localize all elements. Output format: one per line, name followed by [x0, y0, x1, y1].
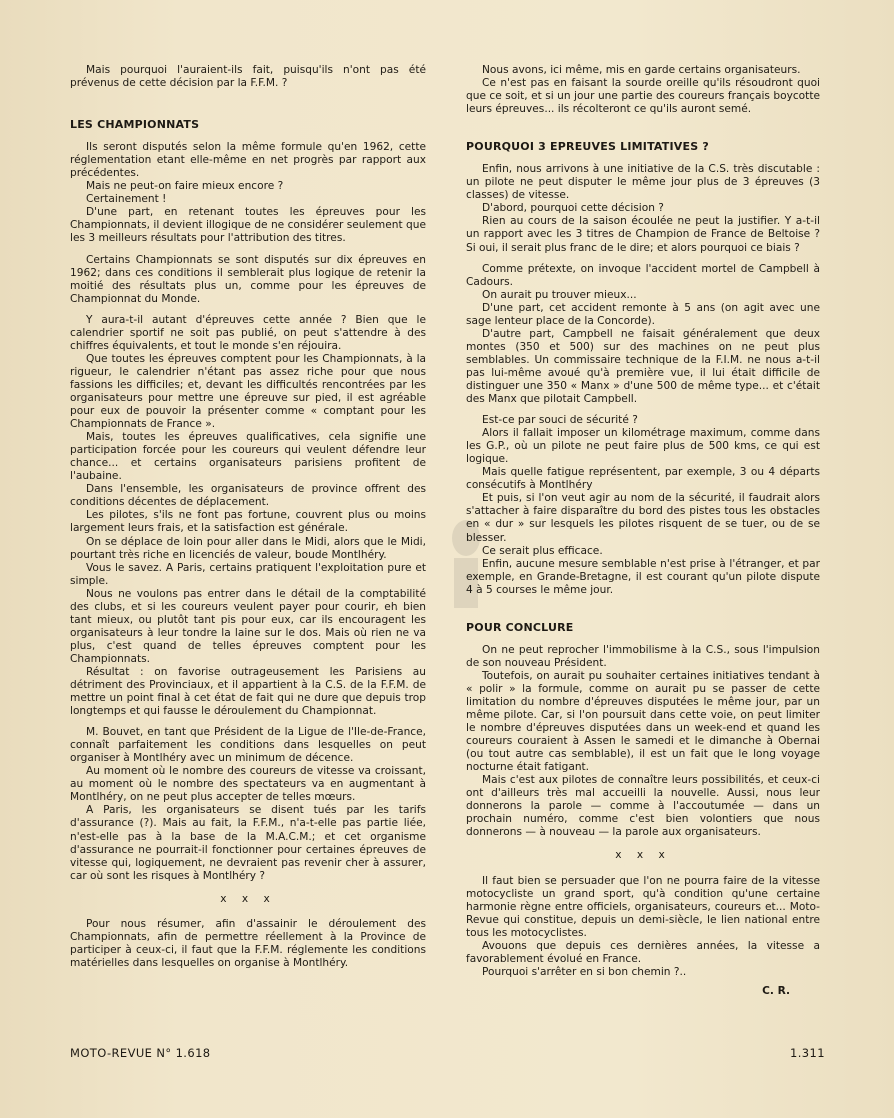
paragraph: Mais c'est aux pilotes de connaître leurs possibilités, et ceux-ci ont d'ailleurs très mal accueilli la nouvelle. Aussi, nous leur donnerons la parole — comme à l'accoutumée — dans un prochain numéro, comme c'est bien volontiers que nous donnerons — à nouveau — la parole aux organisateurs. — [466, 774, 820, 839]
section-heading-epreuves: POURQUOI 3 EPREUVES LIMITATIVES ? — [466, 140, 709, 154]
paragraph: M. Bouvet, en tant que Président de la Ligue de l'Ile-de-France, connaît parfaitement les conditions dans lesquelles on peut organiser à Montlhéry avec un minimum de décence. — [70, 726, 426, 765]
author-signature: C. R. — [762, 984, 790, 997]
section-separator: x x x — [220, 892, 276, 905]
paragraph: Comme prétexte, on invoque l'accident mortel de Campbell à Cadours. — [466, 262, 820, 288]
paragraph: Au moment où le nombre des coureurs de vitesse va croissant, au moment où le nombre des spectateurs va en augmentant à Montlhéry, on ne peut plus accepter de telles mœurs. — [70, 765, 426, 804]
magazine-issue-label: MOTO-REVUE N° 1.618 — [70, 1046, 211, 1060]
paragraph: Nous ne voulons pas entrer dans le détail de la comptabilité des clubs, et si les coureurs veulent payer pour courir, eh bien tant mieux, ou plutôt tant pis pour eux, car ils encouragent les organisateurs à leur tondre la laine sur le dos. Mais où rien ne va plus, c'est quand de telles épreuves comptent pour les Championnats. — [70, 587, 426, 665]
paragraph: Ce n'est pas en faisant la sourde oreille qu'ils résoudront quoi que ce soit, et si un jour une partie des coureurs français boycotte leurs épreuves... ils récolteront ce qu'ils auront semé. — [466, 77, 820, 116]
paragraph: Mais ne peut-on faire mieux encore ? — [86, 180, 284, 193]
paragraph: Résultat : on favorise outrageusement les Parisiens au détriment des Provinciaux, et il appartient à la C.S. de la F.F.M. de mettre un point final à cet état de fait qui ne dure que depuis trop longtemps et qui fausse le déroulement du Championnat. — [70, 665, 426, 718]
paragraph: Certainement ! — [86, 193, 167, 206]
paragraph: D'une part, en retenant toutes les épreuves pour les Championnats, il devient illogique de ne considérer seulement que les 3 meilleurs résultats pour l'attribution des titres. — [70, 206, 426, 245]
paragraph: Mais quelle fatigue représentent, par exemple, 3 ou 4 départs consécutifs à Montlhéry — [466, 466, 820, 492]
paragraph: Enfin, nous arrivons à une initiative de la C.S. très discutable : un pilote ne peut disputer le même jour plus de 3 épreuves (3 classes) de vitesse. — [466, 163, 820, 202]
paragraph: D'autre part, Campbell ne faisait généralement que deux montes (350 et 500) sur des machines on ne peut plus semblables. Un commissaire technique de la F.I.M. ne nous a-t-il pas lui-même avoué qu'à première vue, il lui était difficile de distinguer une 350 « Manx » d'une 500 de même type... et c'était des Manx que pilotait Campbell. — [466, 327, 820, 406]
paragraph: Vous le savez. A Paris, certains pratiquent l'exploitation pure et simple. — [70, 561, 426, 587]
intro-paragraph: Mais pourquoi l'auraient-ils fait, puisqu'ils n'ont pas été prévenus de cette décision par la F.F.M. ? — [70, 64, 426, 90]
paragraph: Ce serait plus efficace. — [482, 544, 603, 557]
paragraph: D'une part, cet accident remonte à 5 ans (on agit avec une sage lenteur place de la Concorde). — [466, 301, 820, 327]
paragraph: Que toutes les épreuves comptent pour les Championnats, à la rigueur, le calendrier n'étant pas assez riche pour que nous fassions les difficiles; et, devant les difficultés rencontrées par les organisateurs pour mettre une épreuve sur pied, il est agréable pour eux de pouvoir la présenter comme « comptant pour les Championnats de France ». — [70, 352, 426, 431]
right-column — [466, 64, 820, 998]
section-heading-championnats: LES CHAMPIONNATS — [70, 118, 200, 132]
paragraph: Il faut bien se persuader que l'on ne pourra faire de la vitesse motocycliste un grand sport, qu'à condition qu'une certaine harmonie règne entre officiels, organisateurs, coureurs et... Moto-Revue qui constitue, depuis un demi-siècle, le lien national entre tous les motocyclistes. — [466, 874, 820, 939]
paragraph: Certains Championnats se sont disputés sur dix épreuves en 1962; dans ces conditions il semblerait plus logique de retenir la moitié des résultats plus un, comme pour les épreuves de Championnat du Monde. — [70, 253, 426, 305]
paragraph: Nous avons, ici même, mis en garde certains organisateurs. — [482, 64, 801, 76]
paragraph: Avouons que depuis ces dernières années, la vitesse a favorablement évolué en France. — [466, 939, 820, 965]
page-number: 1.311 — [790, 1046, 825, 1060]
paragraph: Pour nous résumer, afin d'assainir le déroulement des Championnats, afin de permettre réellement à la Province de participer à ceux-ci, il faut que la F.F.M. réglemente les conditions matérielles dans lesquelles on organise à Montlhéry. — [70, 917, 426, 969]
paragraph: Y aura-t-il autant d'épreuves cette année ? Bien que le calendrier sportif ne soit pas publié, on peut s'attendre à des chiffres équivalents, et tout le monde s'en réjouira. — [70, 313, 426, 352]
section-separator: x x x — [615, 849, 671, 862]
section-heading-conclure: POUR CONCLURE — [466, 620, 574, 634]
paragraph: On ne peut reprocher l'immobilisme à la C.S., sous l'impulsion de son nouveau Président. — [466, 643, 820, 669]
left-column — [70, 64, 426, 970]
paragraph: Est-ce par souci de sécurité ? — [482, 414, 638, 427]
paragraph: Ils seront disputés selon la même formule qu'en 1962, cette réglementation etant elle-même en net progrès par rapport aux précédentes. — [70, 141, 426, 180]
paragraph: Alors il fallait imposer un kilométrage maximum, comme dans les G.P., où un pilote ne peut faire plus de 500 kms, ce qui est logique. — [466, 427, 820, 466]
paragraph: A Paris, les organisateurs se disent tués par les tarifs d'assurance (?). Mais au fait, la F.F.M., n'a-t-elle pas partie liée, n'est-elle pas à la base de la M.A.C.M.; et cet organisme d'assurance ne pourrait-il fonctionner pour certaines épreuves de vitesse qui, logiquement, ne devraient pas revenir cher à assurer, car où sont les risques à Montlhéry ? — [70, 804, 426, 882]
paragraph: On se déplace de loin pour aller dans le Midi, alors que le Midi, pourtant très riche en licenciés de valeur, boude Montlhéry. — [70, 535, 426, 561]
paragraph: Toutefois, on aurait pu souhaiter certaines initiatives tendant à « polir » la formule, comme on aurait pu se passer de cette limitation du nombre d'épreuves disputées le même jour, par un même pilote. Car, si l'on poursuit dans cette voie, on peut limiter le nombre d'épreuves disputées dans un week-end et quand les coureurs couraient à Assen le samedi et le dimanche à Obernai (ou tout autre cas semblable), il est un fait que le long voyage nocturne était fatigant. — [466, 669, 820, 774]
paragraph: On aurait pu trouver mieux... — [482, 288, 637, 301]
paragraph: Pourquoi s'arrêter en si bon chemin ?.. — [482, 965, 687, 978]
paragraph: Et puis, si l'on veut agir au nom de la sécurité, il faudrait alors s'attacher à faire disparaître du bord des pistes tous les obstacles en « dur » sur lesquels les pilotes risquent de se tuer, ou de se blesser. — [466, 492, 820, 544]
paragraph: D'abord, pourquoi cette décision ? — [482, 202, 664, 215]
paragraph: Mais, toutes les épreuves qualificatives, cela signifie une participation forcée pour les coureurs qui veulent défendre leur chance... et certains organisateurs parisiens profitent de l'aubaine. — [70, 431, 426, 483]
paragraph: Rien au cours de la saison écoulée ne peut la justifier. Y a-t-il un rapport avec les 3 titres de Champion de France de Beltoise ? Si oui, il serait plus franc de le dire; et alors pourquoi ce biais ? — [466, 215, 820, 254]
paragraph: Les pilotes, s'ils ne font pas fortune, couvrent plus ou moins largement leurs frais, et la satisfaction est générale. — [70, 509, 426, 535]
paragraph: Dans l'ensemble, les organisateurs de province offrent des conditions décentes de déplacement. — [70, 483, 426, 509]
paragraph: Enfin, aucune mesure semblable n'est prise à l'étranger, et par exemple, en Grande-Bretagne, il est courant qu'un pilote dispute 4 à 5 courses le même jour. — [466, 557, 820, 596]
